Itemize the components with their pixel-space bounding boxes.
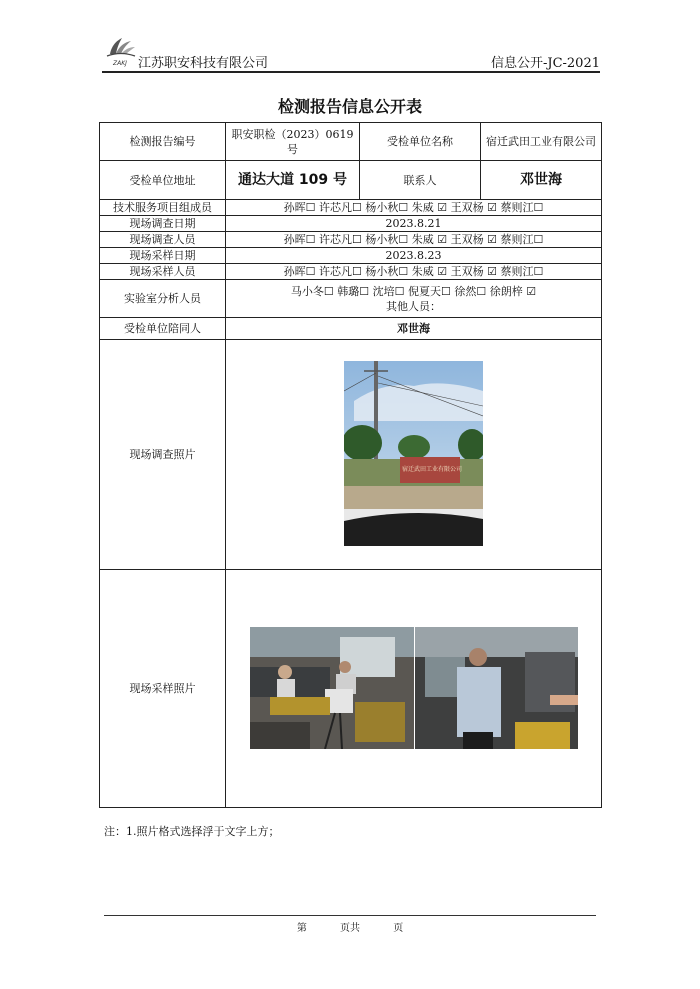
sampling-staff-value: 孙晖☐ 许芯凡☐ 杨小秋☐ 朱威 ☑ 王双杨 ☑ 蔡则江☐	[226, 264, 602, 280]
table-row	[100, 200, 602, 216]
survey-photo-cell	[226, 340, 602, 570]
company-logo	[104, 34, 138, 68]
note-text: 注：1.照片格式选择浮于文字上方；	[104, 825, 280, 838]
team-label: 技术服务项目组成员	[100, 200, 226, 216]
table-row	[100, 248, 602, 264]
table-row	[100, 570, 602, 808]
page-header	[104, 34, 600, 72]
lab-value	[226, 280, 602, 318]
sampling-photo-left	[250, 627, 414, 749]
table-row	[100, 232, 602, 248]
table-row	[100, 123, 602, 161]
table-row	[100, 161, 602, 200]
client-label: 受检单位名称	[360, 123, 481, 161]
escort-value: 邓世海	[226, 318, 602, 340]
client-value: 宿迁武田工业有限公司	[481, 123, 602, 161]
team-value: 孙晖☐ 许芯凡☐ 杨小秋☐ 朱威 ☑ 王双杨 ☑ 蔡则江☐	[226, 200, 602, 216]
address-value: 通达大道 109 号	[226, 161, 360, 200]
table-row	[100, 280, 602, 318]
survey-staff-value: 孙晖☐ 许芯凡☐ 杨小秋☐ 朱威 ☑ 王双杨 ☑ 蔡则江☐	[226, 232, 602, 248]
info-table	[99, 122, 602, 808]
sampling-staff-label: 现场采样人员	[100, 264, 226, 280]
page-footer	[0, 919, 700, 934]
document-number: 信息公开-JC-2021	[490, 56, 600, 71]
table-row	[100, 318, 602, 340]
escort-label: 受检单位陪同人	[100, 318, 226, 340]
address-label: 受检单位地址	[100, 161, 226, 200]
contact-value: 邓世海	[481, 161, 602, 200]
sampling-photo-right	[415, 627, 578, 749]
lab-staff-line: 马小冬☐ 韩璐☐ 沈培☐ 倪夏天☐ 徐然☐ 徐朗梓 ☑	[290, 284, 537, 298]
header-divider	[102, 71, 600, 73]
photo-sign-text: 宿迁武田工业有限公司	[402, 466, 463, 473]
table-row	[100, 340, 602, 570]
site-survey-photo	[344, 361, 483, 546]
lab-other-line: 其他人员：	[386, 299, 441, 313]
table-row	[100, 216, 602, 232]
report-no-label: 检测报告编号	[100, 123, 226, 161]
company-name: 江苏职安科技有限公司	[138, 56, 269, 71]
sampling-photo-cell	[226, 570, 602, 808]
footer-end: 页	[393, 923, 404, 934]
contact-label: 联系人	[360, 161, 481, 200]
sampling-photo-label: 现场采样照片	[100, 570, 226, 808]
survey-date-label: 现场调查日期	[100, 216, 226, 232]
footer-divider	[104, 915, 596, 916]
page-title: 检测报告信息公开表	[277, 97, 422, 116]
survey-photo-label: 现场调查照片	[100, 340, 226, 570]
footer-mid: 页共	[340, 923, 360, 934]
lab-label: 实验室分析人员	[100, 280, 226, 318]
survey-date-value: 2023.8.21	[226, 216, 602, 232]
sampling-date-label: 现场采样日期	[100, 248, 226, 264]
table-row	[100, 264, 602, 280]
survey-staff-label: 现场调查人员	[100, 232, 226, 248]
footer-page: 第	[296, 923, 307, 934]
sampling-date-value: 2023.8.23	[226, 248, 602, 264]
report-no-value: 职安职检（2023）0619 号	[226, 123, 360, 161]
logo-text: ZAKJ	[113, 60, 127, 67]
